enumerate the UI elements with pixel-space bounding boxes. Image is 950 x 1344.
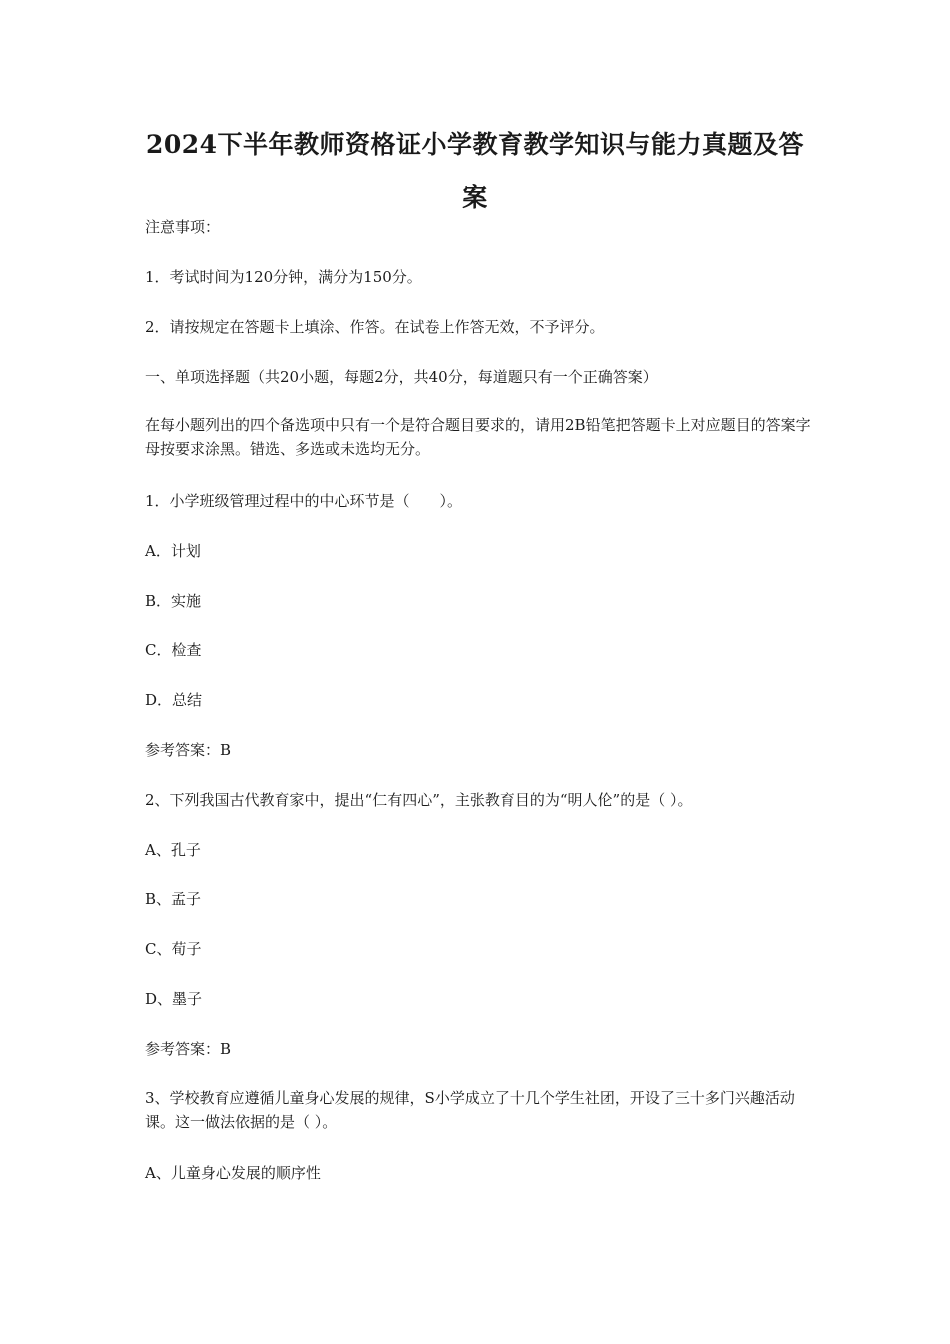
- question-option: A．计划: [145, 542, 201, 560]
- question-option: C、荀子: [145, 940, 202, 958]
- question-option: A、儿童身心发展的顺序性: [145, 1164, 321, 1182]
- title-line-2: 案: [462, 183, 488, 212]
- notice-item-1: 1．考试时间为120分钟，满分为150分。: [145, 268, 422, 286]
- question-option: B、孟子: [145, 890, 202, 908]
- title-line-1: 2024下半年教师资格证小学教育教学知识与能力真题及答: [145, 130, 805, 159]
- question-option: B．实施: [145, 592, 202, 610]
- question-option: D．总结: [145, 691, 203, 709]
- notice-heading: 注意事项：: [145, 218, 221, 236]
- notice-item-2: 2．请按规定在答题卡上填涂、作答。在试卷上作答无效，不予评分。: [145, 318, 605, 336]
- question-option: D、墨子: [145, 990, 203, 1008]
- question-stem: 2、下列我国古代教育家中，提出“仁有四心”，主张教育目的为“明人伦”的是（ ）。: [145, 791, 693, 809]
- answer-line: 参考答案：B: [145, 741, 232, 759]
- question-stem: 3、学校教育应遵循儿童身心发展的规律，S小学成立了十几个学生社团，开设了三十多门兴趣活动课。这一做法依据的是（ ）。: [145, 1089, 795, 1131]
- section-heading: 一、单项选择题（共20小题，每题2分，共40分，每道题只有一个正确答案）: [145, 368, 658, 386]
- answer-line: 参考答案：B: [145, 1040, 232, 1058]
- question-option: C．检查: [145, 641, 202, 659]
- question-option: A、孔子: [145, 841, 201, 859]
- section-instructions: 在每小题列出的四个备选项中只有一个是符合题目要求的，请用2B铅笔把答题卡上对应题目的答案字母按要求涂黑。错选、多选或未选均无分。: [145, 416, 811, 458]
- document-title: [120, 118, 830, 224]
- question-stem: 1．小学班级管理过程中的中心环节是（ ）。: [145, 492, 463, 510]
